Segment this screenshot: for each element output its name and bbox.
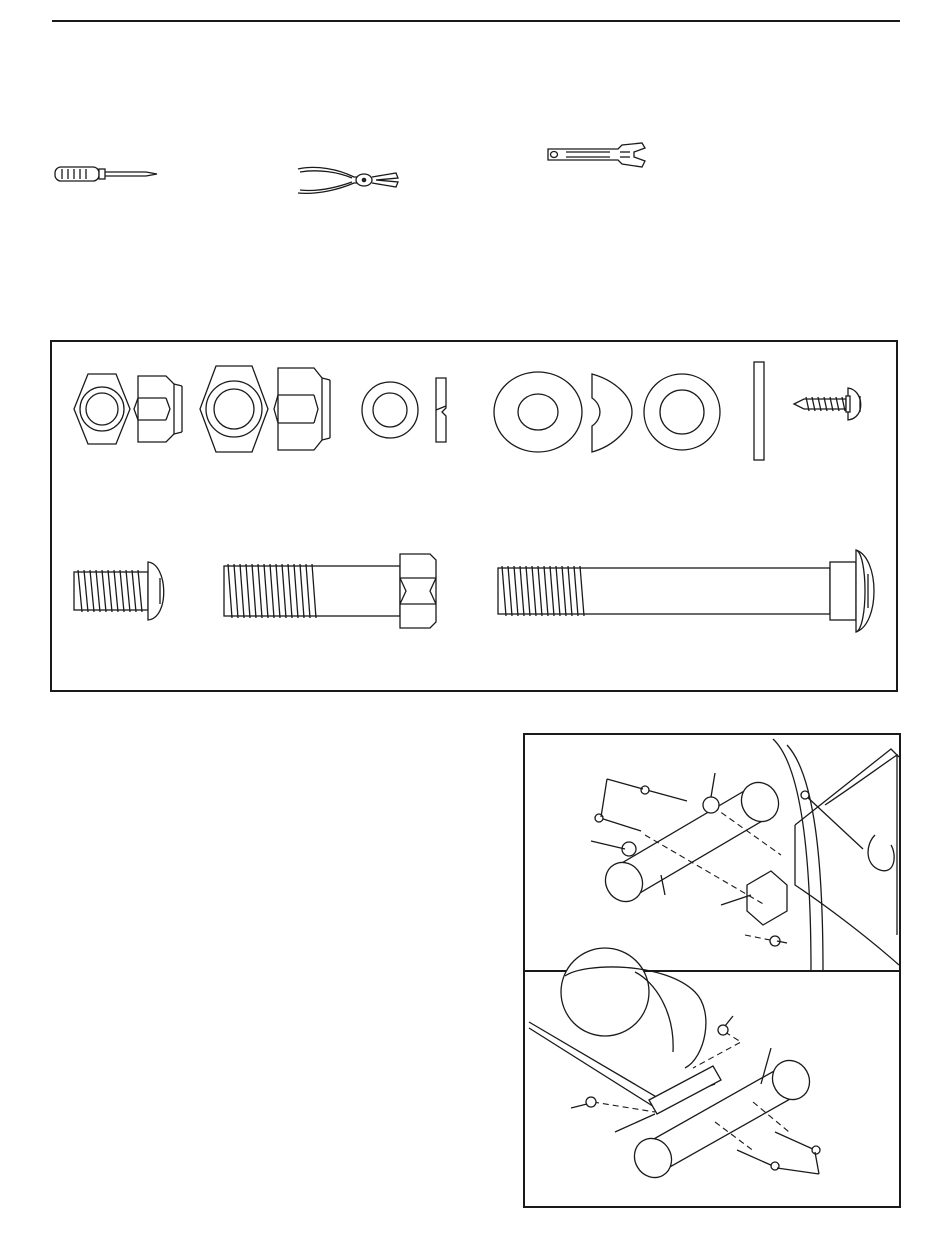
phillips-screwdriver-icon — [54, 163, 160, 185]
front-stabilizer-figure — [523, 733, 901, 973]
adjustable-wrench-icon — [546, 140, 648, 170]
header-rule — [52, 20, 900, 22]
small-nylon-locknut — [70, 372, 186, 446]
carriage-bolt — [496, 548, 866, 634]
rear-stabilizer-figure — [523, 970, 901, 1208]
button-head-bolt — [72, 560, 172, 622]
split-lock-washer — [358, 376, 452, 444]
large-nylon-locknut — [196, 364, 336, 454]
parts-identification-chart — [50, 340, 898, 692]
screw — [790, 384, 866, 424]
pliers-icon — [296, 163, 400, 197]
large-flat-washer — [492, 370, 636, 454]
hex-head-bolt — [222, 550, 438, 632]
extra-large-flat-washer — [642, 362, 772, 462]
